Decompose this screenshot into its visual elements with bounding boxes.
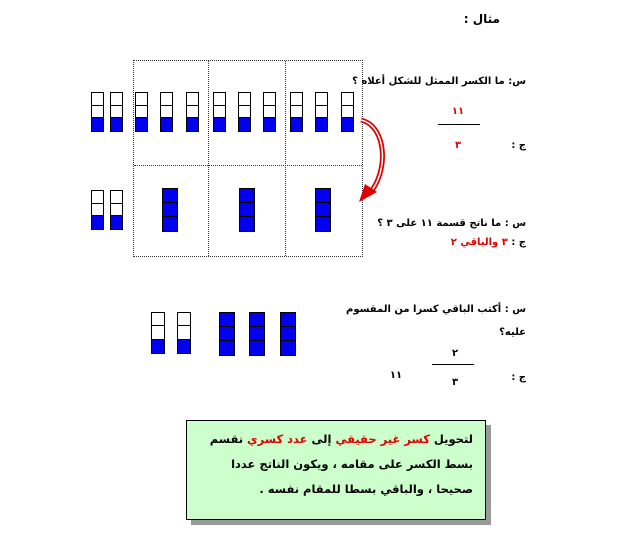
third-bar (238, 92, 251, 132)
rule-note-box (186, 420, 486, 520)
page-title: مثال : (463, 12, 500, 26)
q3-answer-label: ج : (511, 372, 526, 383)
q2-question: س : ما ناتج قسمة ١١ على ٣ ؟ (377, 218, 526, 229)
third-bar (341, 92, 354, 132)
third-bar (91, 190, 104, 230)
q3-question-line1: س : أكتب الباقي كسرا من المقسوم (346, 304, 526, 315)
third-bar (91, 92, 104, 132)
whole-bar (239, 188, 255, 232)
q2-remainder: والباقي ٢ (450, 237, 499, 248)
q1-denominator: ٣ (454, 140, 462, 151)
q1-numerator: ١١ (451, 106, 465, 117)
third-bar (151, 312, 165, 354)
whole-bar (162, 188, 178, 232)
q2-answer-value: ٣ (501, 237, 508, 248)
whole-bar (315, 188, 331, 232)
q3-denominator: ٣ (451, 377, 459, 388)
q2-answer-label: ج : (511, 237, 526, 248)
q3-question-line2: عليه؟ (499, 327, 526, 338)
third-bar (186, 92, 199, 132)
note-part1: لتحويل (429, 432, 473, 446)
third-bar (263, 92, 276, 132)
q3-fraction-line (432, 364, 474, 365)
q2-answer (430, 237, 526, 248)
whole-bar (249, 312, 265, 356)
note-red2: عدد كسري (247, 432, 308, 446)
third-bar (290, 92, 303, 132)
q3-whole: ١١ (389, 370, 403, 381)
third-bar (315, 92, 328, 132)
third-bar (110, 92, 123, 132)
note-part2: إلى (307, 432, 336, 446)
curved-arrow-icon (355, 112, 395, 212)
third-bar (177, 312, 191, 354)
third-bar (213, 92, 226, 132)
q1-answer-label: ج : (511, 140, 526, 151)
q1-question: س: ما الكسر الممثل للشكل أعلاه ؟ (352, 76, 526, 87)
third-bar (110, 190, 123, 230)
whole-bar (280, 312, 296, 356)
note-red1: كسر غير حقيقي (335, 432, 430, 446)
q1-fraction-line (438, 124, 480, 125)
q3-numerator: ٢ (451, 348, 459, 359)
whole-bar (219, 312, 235, 356)
third-bar (135, 92, 148, 132)
third-bar (160, 92, 173, 132)
note-part3: نقسم بسط الكسر على مقامه ، ويكون الناتج عددا صحيحا ، والباقي بسطا للمقام نفسه . (209, 432, 473, 496)
